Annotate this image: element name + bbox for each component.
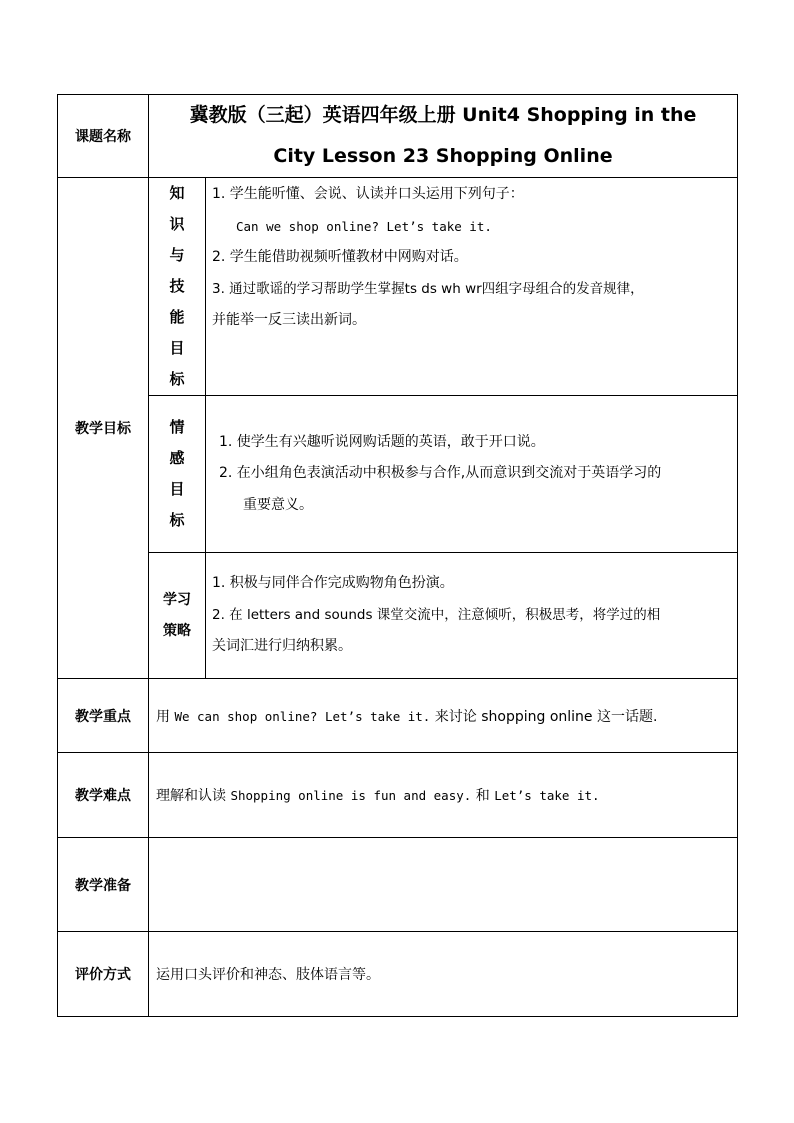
strategy-content	[206, 553, 738, 679]
list-item: 重要意义。	[243, 496, 313, 513]
title-label: 课题名称	[58, 95, 149, 178]
strategy-label	[149, 553, 206, 679]
label-char: 识	[169, 215, 185, 233]
label-char: 学习	[163, 591, 191, 608]
list-item: 2. 在 letters and sounds 课堂交流中，注意倾听，积极思考，将学过的相	[212, 606, 661, 623]
lesson-title	[149, 95, 738, 178]
label-char: 感	[169, 449, 185, 467]
lesson-title-line1: 冀教版（三起）英语四年级上册 Unit4 Shopping in the	[189, 104, 697, 126]
list-item: 1. 积极与同伴合作完成购物角色扮演。	[212, 575, 454, 592]
list-item: 1. 使学生有兴趣听说网购话题的英语，敢于开口说。	[219, 433, 545, 450]
evaluation-row	[58, 932, 738, 1017]
key-point-suffix: 来讨论 shopping online 这一话题.	[434, 708, 658, 725]
key-point-prefix: 用	[156, 708, 170, 725]
knowledge-content	[206, 178, 738, 396]
evaluation-label: 评价方式	[58, 932, 149, 1017]
strategy-row	[58, 553, 738, 679]
list-item: 3. 通过歌谣的学习帮助学生掌握ts ds wh wr四组字母组合的发音规律，	[212, 280, 644, 297]
key-point-sentence: We can shop online? Let’s take it.	[174, 708, 431, 724]
difficulty-prefix: 理解和认读	[156, 788, 226, 804]
lesson-title-line2: City Lesson 23 Shopping Online	[273, 145, 613, 167]
label-char: 与	[169, 246, 185, 264]
list-item: 2. 在小组角色表演活动中积极参与合作,从而意识到交流对于英语学习的	[219, 465, 662, 482]
knowledge-label	[149, 178, 206, 396]
label-char: 能	[169, 308, 185, 326]
label-char: 技	[169, 277, 185, 295]
emotion-label	[149, 396, 206, 553]
difficulty-row	[58, 753, 738, 838]
lesson-plan-table	[57, 94, 738, 1017]
list-item: 关词汇进行归纳积累。	[212, 638, 352, 655]
label-char: 标	[169, 511, 185, 529]
difficulty-sentence-2: Let’s take it.	[494, 788, 600, 803]
label-char: 目	[169, 480, 185, 498]
label-char: 知	[169, 184, 185, 202]
difficulty-content	[149, 753, 738, 838]
list-item: Can we shop online? Let’s take it.	[236, 218, 492, 234]
label-char: 标	[169, 370, 185, 388]
preparation-row	[58, 838, 738, 932]
list-item: 1. 学生能听懂、会说、认读并口头运用下列句子：	[212, 186, 524, 202]
evaluation-content: 运用口头评价和神态、肢体语言等。	[149, 932, 738, 1017]
label-char: 情	[169, 418, 185, 436]
difficulty-middle: 和	[475, 788, 490, 804]
title-row	[58, 95, 738, 178]
preparation-label: 教学准备	[58, 838, 149, 932]
objectives-label: 教学目标	[58, 178, 149, 679]
emotion-row	[58, 396, 738, 553]
label-char: 策略	[163, 622, 191, 639]
label-char: 目	[169, 339, 185, 357]
key-point-content	[149, 679, 738, 753]
difficulty-label: 教学难点	[58, 753, 149, 838]
key-point-label: 教学重点	[58, 679, 149, 753]
list-item: 2. 学生能借助视频听懂教材中网购对话。	[212, 249, 468, 265]
key-point-row	[58, 679, 738, 753]
knowledge-row	[58, 178, 738, 396]
difficulty-sentence-1: Shopping online is fun and easy.	[230, 788, 472, 803]
preparation-content	[149, 838, 738, 932]
emotion-content	[206, 396, 738, 553]
list-item: 并能举一反三读出新词。	[212, 312, 366, 328]
